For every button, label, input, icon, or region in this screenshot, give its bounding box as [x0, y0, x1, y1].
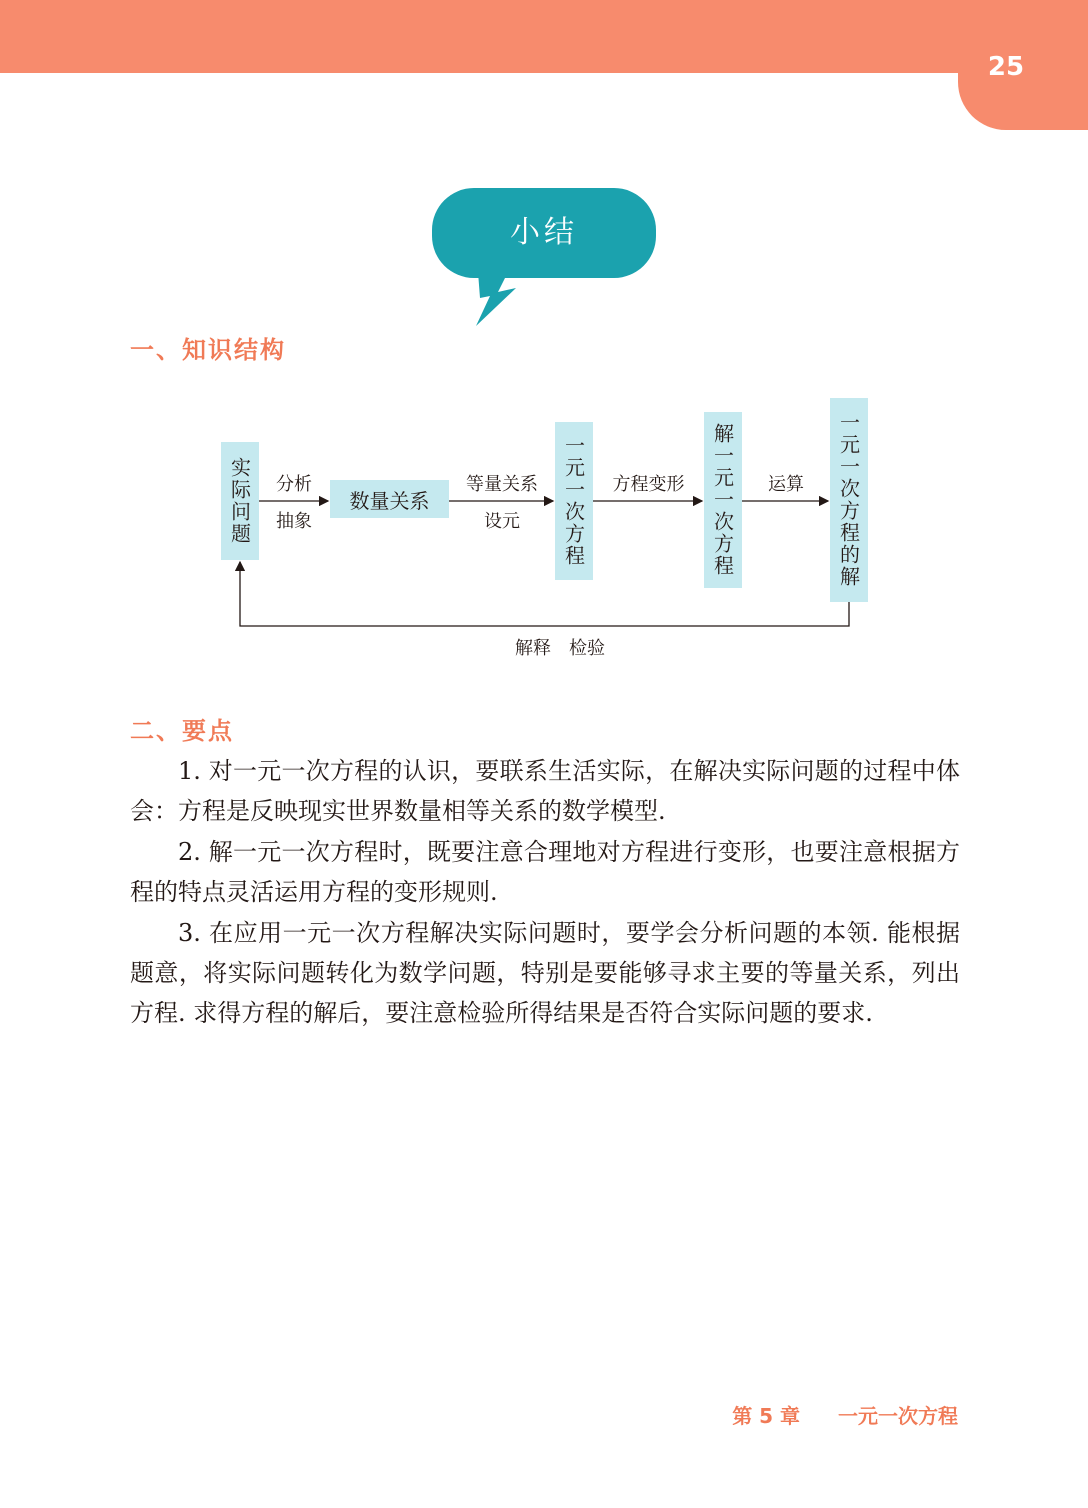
- node-real-problem-label: 实际问题: [227, 457, 252, 545]
- knowledge-structure-diagram: [0, 380, 1088, 680]
- knowledge-structure-heading: 一、知识结构: [130, 336, 286, 364]
- edge-label-transform: 方程变形: [612, 474, 685, 495]
- node-linear-equation: [555, 422, 593, 580]
- key-point-1: 1. 对一元一次方程的认识，要联系生活实际，在解决实际问题的过程中体会：方程是反映现实世界数量相等关系的数学模型.: [130, 757, 960, 825]
- summary-title: 小结: [510, 215, 578, 250]
- key-points-heading: 二、要点: [130, 717, 234, 745]
- edge-label-abstract: 抽象: [276, 511, 312, 532]
- top-color-band: [0, 0, 1088, 73]
- arrow-feedback: [240, 562, 849, 626]
- edge-label-set-unknown: 设元: [484, 511, 520, 532]
- node-equation-solution: [830, 398, 868, 602]
- footer-chapter-title: 一元一次方程: [838, 1404, 958, 1428]
- key-point-3: 3. 在应用一元一次方程解决实际问题时，要学会分析问题的本领. 能根据题意，将实际问题转化为数学问题，特别是要能够寻求主要的等量关系，列出方程. 求得方程的解后，要注意检验所得结果是否符合实际问题的要求.: [130, 919, 960, 1027]
- edge-label-compute: 运算: [768, 474, 804, 495]
- chapter-footer: [732, 1400, 958, 1429]
- node-linear-equation-label: 一元一次方程: [561, 435, 586, 567]
- node-solve-equation: [704, 412, 742, 588]
- node-quantity-relation: [330, 480, 449, 518]
- node-real-problem: [221, 442, 259, 560]
- footer-chapter-number: 第 5 章: [732, 1404, 801, 1428]
- node-solve-equation-label: 解一元一次方程: [710, 423, 735, 577]
- node-quantity-relation-label: 数量关系: [349, 488, 430, 513]
- node-equation-solution-label: 一元一次方程的解: [836, 412, 861, 588]
- edge-label-explain-check: 解释 检验: [515, 638, 605, 659]
- edge-label-equal-relation: 等量关系: [466, 474, 538, 495]
- key-point-2: 2. 解一元一次方程时，既要注意合理地对方程进行变形，也要注意根据方程的特点灵活运用方程的变形规则.: [130, 838, 960, 906]
- edge-label-analyze: 分析: [276, 474, 312, 495]
- page-number: 25: [987, 52, 1025, 82]
